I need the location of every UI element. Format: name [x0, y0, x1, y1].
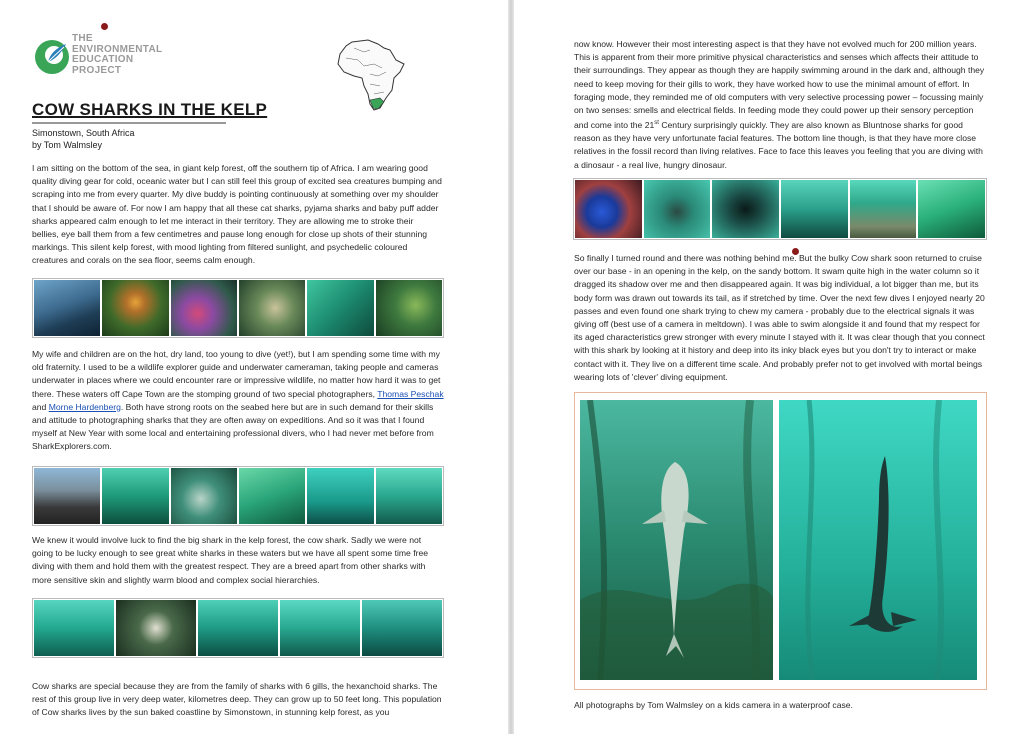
paragraph-4: Cow sharks are special because they are from the family of sharks with 6 gills, the hexanchoid sharks. The rest of this group live in very deep water, kilometres deep. They can grow up to 50 feet long. This population of Cow sharks lives by the sun baked coastline by Simonstown, in stunning kelp forest, as you [32, 681, 442, 718]
red-dot-marker [101, 23, 108, 30]
eep-logo [34, 32, 194, 84]
photo-strip-3 [32, 598, 444, 658]
photo-shark-closeup [376, 280, 442, 336]
paragraph-5-text-b: Century surprisingly quickly. They are also known as Bluntnose sharks for good reason as they have very unfortunate facial features. The bottom line though, is that they have more close relatives in the fossil record than living relatives. Face to face this leaves you feeling that you are diving with a dinosaur - a real live, hungry dinosaur. [574, 120, 983, 170]
photo-cow-shark-1 [644, 180, 711, 238]
photo-strip-2 [32, 466, 444, 526]
logo-line-2: ENVIRONMENTAL [72, 43, 163, 55]
paragraph-2-text-a: My wife and children are on the hot, dry land, too young to dive (yet!), but I am spending some time with my old fraternity. I used to be a wildlife explorer guide and underwater cameraman, taking people and cameras underwater in places where we could encounter rare or impressive wildlife, no matter how hard it was to get there. These waters off Cape Town are the stomping ground of two special photographers, [32, 349, 441, 399]
logo-line-4: PROJECT [72, 64, 122, 76]
paragraph-5-text-a: now know. However their most interesting aspect is that they have not evolved much for 200 million years. This is apparent from their more primitive physical characteristics and senses which affects their attitude to their surroundings. They appear as though they are happily swimming around in the dark and, although they need to keep moving for their gills to work, they have worked how to use the minimal amount of effort. In foraging mode, they reminded me of old computers with very selective processing power – focussing mainly on two senses: smells and electrical fields. In feeding mode they could power up their sensory perception and come into the 21 [574, 39, 985, 131]
photo-cow-shark-seabed [850, 180, 917, 238]
left-page [0, 0, 510, 734]
photo-divers-group [34, 468, 100, 524]
photo-shark-swimming-2 [198, 600, 278, 656]
logo-line-3: EDUCATION [72, 54, 134, 65]
paragraph-2-text-b: . Both have strong roots on the seabed here but are in such demand for their skills and attitude to photographing sharks that they are often away on expeditions. And so it was that I found myself at New Year with some local and entertaining professional divers, who I had never met before from SharkExplorers.com. [32, 401, 434, 452]
photo-coral-colours [171, 280, 237, 336]
photo-dive-boat [34, 280, 100, 336]
paragraph-2 [32, 348, 444, 454]
superscript-st: st [654, 120, 659, 127]
paragraph-5 [574, 38, 988, 172]
photo-fish-school [171, 468, 237, 524]
photo-cat-shark [116, 600, 196, 656]
article-location: Simonstown, South Africa [32, 128, 135, 138]
africa-map-icon [334, 38, 408, 114]
paragraph-1: I am sitting on the bottom of the sea, in giant kelp forest, off the southern tip of Africa. I am wearing good quality diving gear for cold, oceanic water but I can still feel this group of excited sea creatures bumping and scraping into me from every quarter. My dive buddy is pointing continuously at something over my shoulder that I should be aware of. For now I am happy that all these cat sharks, pyjama sharks and baby puff adder sharks appeared calm enough to let me interact in their territory. They are allowing me to stroke their bellies, eye ball them from a few centimetres and pause long enough for close up shots of their stunning markings. This silent kelp forest, with mood lighting from filtered sunlight, and psychedelic coloured creatures and corals on the sea floor, seems calm enough. [32, 163, 442, 266]
photo-sea-creature [239, 280, 305, 336]
paragraph-6: So finally I turned round and there was nothing behind me. But the bulky Cow shark soon returned to cruise over our base - in an opening in the kelp, on the sandy bottom. It swam quite high in the water column so it dragged its shadow over me and then disappeared again. It was big individual, a lot bigger than me, but its body form was drawn out towards its tail, as if stretched by time. Over the next few dives I enjoyed nearly 20 passes and even found one shark trying to chew my camera - probably due to the electrical signals it was giving off (best use of a camera in meltdown). I was able to swim alongside it and found that my respect for its aged characteristics grew stronger with every minute I stayed with it. It was clear though that you connect with this shark by looking at it history and deep into its inky black eyes but you don't try to interact or make contact with it. They live on a different time scale. And probably prefer not to get involved with mortal beings wearing lots of 'clever' diving equipment. [574, 253, 985, 382]
link-thomas-peschak[interactable]: Thomas Peschak [377, 388, 444, 399]
photo-kelp-forest-3 [307, 468, 373, 524]
article-title: COW SHARKS IN THE KELP [32, 100, 268, 119]
feature-photo-cow-shark-vertical [779, 400, 977, 680]
photo-cow-shark-3 [781, 180, 848, 238]
paragraph-3: We knew it would involve luck to find the big shark in the kelp forest, the cow shark. Sadly we were not going to be lucky enough to see great white sharks in these waters but we have all spent some time free diving with them and hold them with the greatest respect. They are a breed apart from other sharks with more sensitive skin and slightly warm blood and complex social hierarchies. [32, 535, 429, 585]
photo-kelp-green [307, 280, 373, 336]
leaf-logo-icon [34, 34, 74, 78]
title-underline [32, 122, 226, 124]
photo-blue-coral [575, 180, 642, 238]
photo-kelp-forest-4 [918, 180, 985, 238]
photo-starfish-reef [102, 280, 168, 336]
logo-line-1: THE [72, 33, 93, 44]
photo-shark-swimming-1 [34, 600, 114, 656]
photo-credit-caption: All photographs by Tom Walmsley on a kids camera in a waterproof case. [574, 700, 853, 710]
photo-diver-camera [362, 600, 442, 656]
photo-kelp-forest-2 [239, 468, 305, 524]
paragraph-2-and: and [32, 401, 49, 412]
feature-photo-cow-shark-above [580, 400, 773, 680]
logo-text [72, 34, 162, 76]
photo-shark-swimming-3 [280, 600, 360, 656]
photo-cow-shark-2 [712, 180, 779, 238]
article-byline: by Tom Walmsley [32, 140, 103, 150]
photo-kelp-forest-1 [102, 468, 168, 524]
link-morne-hardenberg[interactable]: Morne Hardenberg [48, 401, 121, 412]
photo-strip-1 [32, 278, 444, 338]
photo-diver-shark [376, 468, 442, 524]
photo-strip-4 [573, 178, 987, 240]
